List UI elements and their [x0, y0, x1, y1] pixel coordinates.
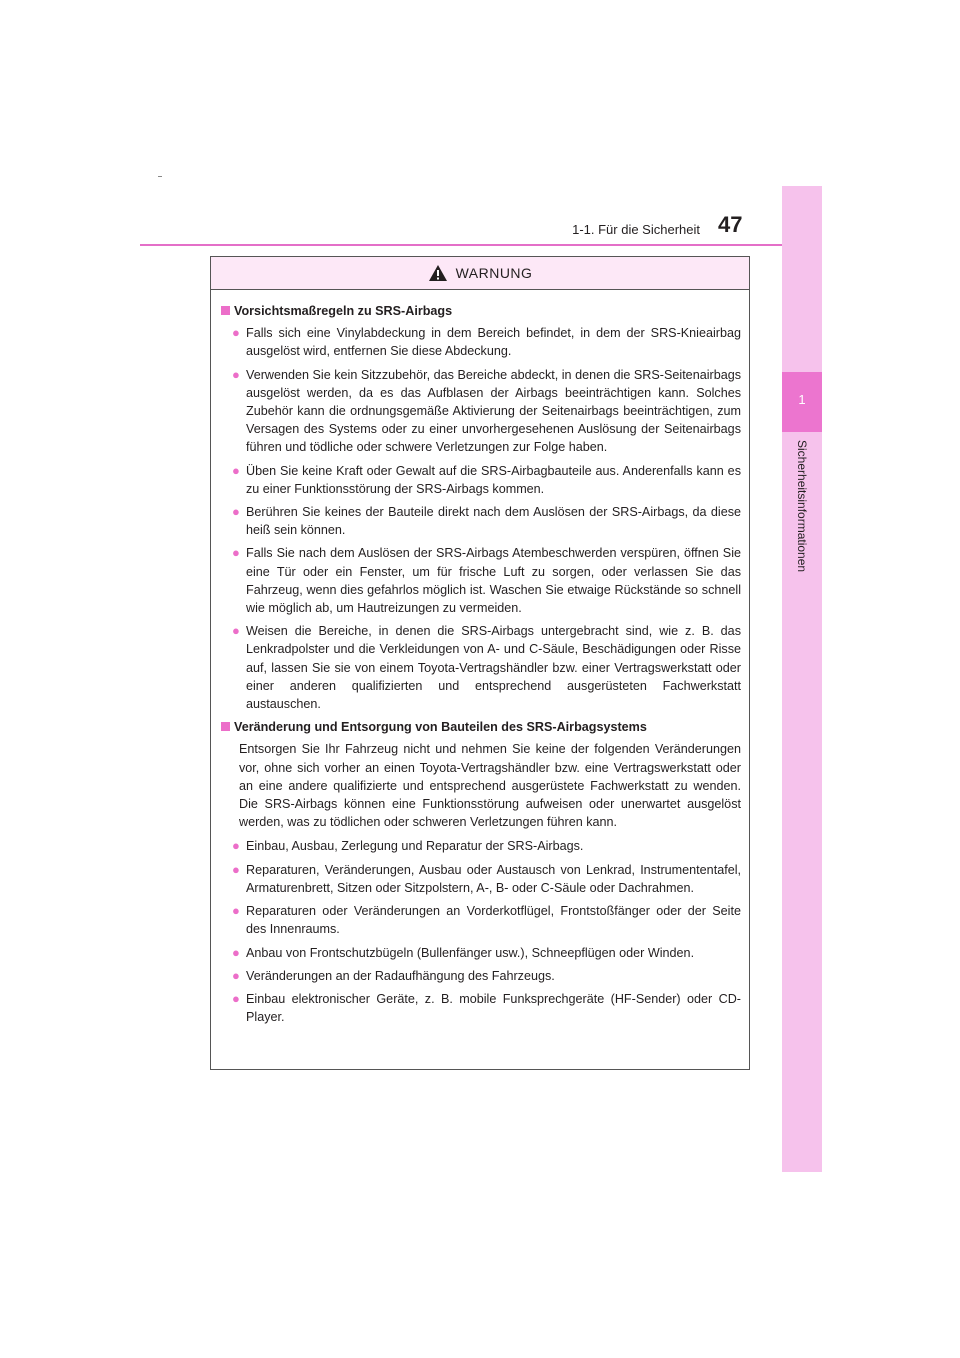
list-item-text: Einbau, Ausbau, Zerlegung und Reparatur der SRS-Airbags.: [246, 839, 584, 854]
crop-mark: [158, 176, 162, 177]
warning-body: [211, 290, 749, 1026]
list-item-text: Berühren Sie keines der Bauteile direkt nach dem Auslösen der SRS-Airbags, da diese heiß sein können.: [246, 505, 741, 538]
warning-box: [210, 256, 750, 1070]
section-heading: [221, 302, 741, 320]
list-item-text: Üben Sie keine Kraft oder Gewalt auf die SRS-Airbagbauteile aus. Anderenfalls kann es zu einer Funktionsstörung der SRS-Airbags kommen.: [246, 463, 741, 496]
bullet-dot-icon: ●: [232, 861, 240, 877]
list-item-text: Einbau elektronischer Geräte, z. B. mobile Funksprechgeräte (HF-Sender) oder CD-Player.: [246, 991, 741, 1025]
bullet-dot-icon: ●: [232, 903, 240, 919]
list-item: [232, 622, 741, 713]
list-item-text: Falls sich eine Vinylabdeckung in dem Bereich befindet, in dem der SRS-Knieairbag ausgelöst wird, entfernen Sie diese Abdeckung.: [246, 326, 741, 359]
bullet-dot-icon: ●: [232, 838, 240, 854]
bullet-dot-icon: ●: [232, 623, 240, 639]
list-item: [232, 462, 741, 498]
list-item: [232, 366, 741, 457]
list-item: [232, 324, 741, 360]
list-item-text: Reparaturen oder Veränderungen an Vorderkotflügel, Frontstoßfänger oder der Seite des Innenraums.: [246, 904, 741, 937]
list-item: [232, 902, 741, 938]
list-item-text: Anbau von Frontschutzbügeln (Bullenfänger usw.), Schneepflügen oder Winden.: [246, 945, 695, 960]
section-heading-text: Veränderung und Entsorgung von Bauteilen des SRS-Airbagsystems: [234, 720, 647, 735]
square-bullet-icon: [221, 722, 230, 731]
bullet-dot-icon: ●: [232, 325, 240, 341]
list-item-text: Falls Sie nach dem Auslösen der SRS-Airbags Atembeschwerden verspüren, öffnen Sie eine Tür oder ein Fenster, um für frische Luft zu sorgen, oder verlassen Sie das Fahrzeug, wenn dies gefahrlos möglich ist. Waschen Sie etwaige Rückstände so schnell wie möglich ab, um Hautreizungen zu vermeiden.: [246, 546, 741, 616]
page-number: 47: [718, 212, 743, 237]
list-item: [232, 503, 741, 539]
bullet-dot-icon: ●: [232, 504, 240, 520]
side-tab: [782, 186, 822, 1172]
square-bullet-icon: [221, 306, 230, 315]
list-item: [232, 861, 741, 897]
list-item: [232, 544, 741, 617]
chapter-number: 1: [798, 392, 806, 407]
chapter-title: Sicherheitsinformationen: [795, 440, 809, 573]
warning-triangle-icon: [428, 264, 448, 282]
section-header: 1-1. Für die Sicherheit: [572, 222, 700, 237]
list-item-text: Weisen die Bereiche, in denen die SRS-Airbags untergebracht sind, wie z. B. das Lenkradpolster und die Verkleidungen von A- und C-Säule, Beschädigungen oder Risse auf, lassen Sie sie von einem Toyota-Vertragshändler bzw. einer Vertragswerkstatt oder einer anderen qualifizierten und entsprechend ausgerüsteten Fachwerkstatt austauschen.: [246, 624, 741, 712]
list-item: [232, 837, 741, 855]
bullet-dot-icon: ●: [232, 462, 240, 478]
warning-title: WARNUNG: [455, 265, 533, 281]
bullet-dot-icon: ●: [232, 545, 240, 561]
list-item-text: Veränderungen an der Radaufhängung des Fahrzeugs.: [246, 968, 555, 983]
section-heading-text: Vorsichtsmaßregeln zu SRS-Airbags: [234, 304, 453, 318]
header-rule: [140, 244, 822, 246]
list-item: [232, 990, 741, 1026]
list-item-text: Verwenden Sie kein Sitzzubehör, das Bereiche abdeckt, in denen die SRS-Seitenairbags ausgelöst werden, da es das Aufblasen der Airbags beeinträchtigen kann. Solches Zubehör kann die ordnungsgemäße Aktivierung der Seitenairbags beeinträchtigen, zum Versagen des Systems oder zu einer unvorhergesehenen Auslösung der Seitenairbags führen und tödliche oder schwere Verletzungen zur Folge haben.: [246, 367, 741, 455]
warning-header: [211, 257, 749, 290]
bullet-dot-icon: ●: [232, 366, 240, 382]
bullet-dot-icon: ●: [232, 967, 240, 983]
list-item: [232, 967, 741, 985]
bullet-dot-icon: ●: [232, 944, 240, 960]
list-item: [232, 944, 741, 962]
section-intro: Entsorgen Sie Ihr Fahrzeug nicht und nehmen Sie keine der folgenden Veränderungen vor, ohne sich vorher an einen Toyota-Vertragshändler bzw. eine Vertragswerkstatt oder an eine andere qualifizierte und entsprechend ausgerüstete Fachwerkstatt zu wenden. Die SRS-Airbags können eine Funktionsstörung aufweisen oder unerwartet ausgelöst werden, was zu tödlichen oder schweren Verletzungen führen kann.: [239, 742, 741, 830]
list-item-text: Reparaturen, Veränderungen, Ausbau oder Austausch von Lenkrad, Instrumententafel, Armaturenbrett, Sitzen oder Sitzpolstern, A-, B- oder C-Säule oder Dachrahmen.: [246, 862, 741, 895]
bullet-dot-icon: ●: [232, 990, 240, 1006]
section-heading: [221, 718, 741, 736]
